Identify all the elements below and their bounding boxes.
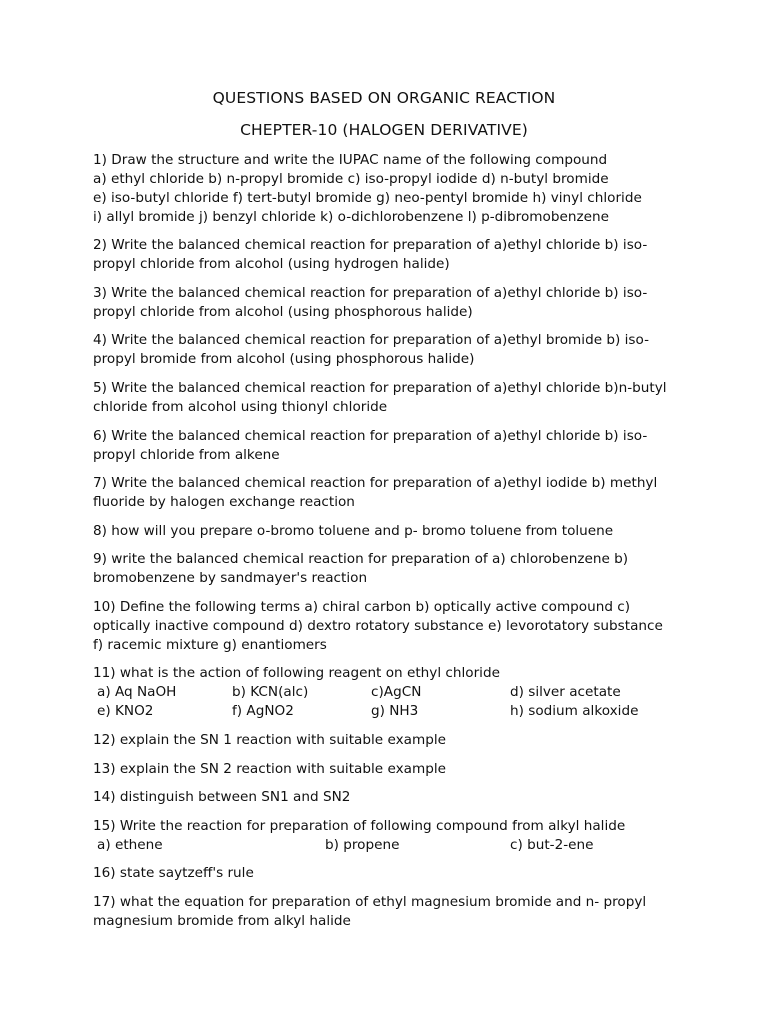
question-10 — [93, 598, 693, 655]
question-4 — [93, 331, 693, 369]
option-item: f) AgNO2 — [232, 703, 294, 719]
question-11 — [93, 664, 693, 721]
question-14 — [93, 788, 693, 807]
question-line: chloride from alcohol using thionyl chloride — [93, 399, 388, 415]
question-line: e) iso-butyl chloride f) tert-butyl bromide g) neo-pentyl bromide h) vinyl chloride — [93, 190, 642, 206]
option-item: d) silver acetate — [510, 684, 621, 700]
question-line: 1) Draw the structure and write the IUPAC name of the following compound — [93, 152, 608, 168]
option-item: b) KCN(alc) — [232, 684, 309, 700]
option-item: e) KNO2 — [97, 703, 154, 719]
question-line: 2) Write the balanced chemical reaction for preparation of a)ethyl chloride b) iso- — [93, 237, 648, 253]
question-line: 5) Write the balanced chemical reaction for preparation of a)ethyl chloride b)n-butyl — [93, 380, 667, 396]
question-line: optically inactive compound d) dextro rotatory substance e) levorotatory substance — [93, 618, 663, 634]
question-1 — [93, 151, 693, 227]
question-5 — [93, 379, 693, 417]
option-row — [93, 836, 693, 855]
question-8 — [93, 522, 693, 541]
option-row — [93, 683, 693, 702]
question-line: 8) how will you prepare o-bromo toluene and p- bromo toluene from toluene — [93, 523, 614, 539]
question-12 — [93, 731, 693, 750]
option-item: a) ethene — [97, 837, 163, 853]
question-7 — [93, 474, 693, 512]
question-line: 13) explain the SN 2 reaction with suitable example — [93, 761, 446, 777]
question-line: 4) Write the balanced chemical reaction for preparation of a)ethyl bromide b) iso- — [93, 332, 649, 348]
question-line: 16) state saytzeff's rule — [93, 865, 254, 881]
question-line: propyl chloride from alkene — [93, 447, 280, 463]
question-line: 15) Write the reaction for preparation of following compound from alkyl halide — [93, 818, 626, 834]
option-item: a) Aq NaOH — [97, 684, 177, 700]
question-line: 17) what the equation for preparation of ethyl magnesium bromide and n- propyl — [93, 894, 647, 910]
question-line: propyl bromide from alcohol (using phosphorous halide) — [93, 351, 475, 367]
option-item: h) sodium alkoxide — [510, 703, 639, 719]
question-line: magnesium bromide from alkyl halide — [93, 913, 351, 929]
question-line: 12) explain the SN 1 reaction with suitable example — [93, 732, 446, 748]
question-2 — [93, 236, 693, 274]
question-line: 11) what is the action of following reagent on ethyl chloride — [93, 665, 500, 681]
question-line: propyl chloride from alcohol (using phosphorous halide) — [93, 304, 473, 320]
option-row — [93, 702, 693, 721]
question-line: i) allyl bromide j) benzyl chloride k) o-dichlorobenzene l) p-dibromobenzene — [93, 209, 609, 225]
question-9 — [93, 550, 693, 588]
question-line: 10) Define the following terms a) chiral carbon b) optically active compound c) — [93, 599, 631, 615]
question-line: 6) Write the balanced chemical reaction for preparation of a)ethyl chloride b) iso- — [93, 428, 648, 444]
question-line: 9) write the balanced chemical reaction for preparation of a) chlorobenzene b) — [93, 551, 629, 567]
question-6 — [93, 427, 693, 465]
question-line: fluoride by halogen exchange reaction — [93, 494, 355, 510]
question-line: 14) distinguish between SN1 and SN2 — [93, 789, 351, 805]
option-item: g) NH3 — [371, 703, 419, 719]
option-item: c) but-2-ene — [510, 837, 594, 853]
question-13 — [93, 760, 693, 779]
question-line: 7) Write the balanced chemical reaction for preparation of a)ethyl iodide b) methyl — [93, 475, 658, 491]
question-line: bromobenzene by sandmayer's reaction — [93, 570, 368, 586]
question-16 — [93, 864, 693, 883]
option-item: b) propene — [325, 837, 400, 853]
question-line: a) ethyl chloride b) n-propyl bromide c) iso-propyl iodide d) n-butyl bromide — [93, 171, 609, 187]
question-15 — [93, 817, 693, 855]
question-line: 3) Write the balanced chemical reaction for preparation of a)ethyl chloride b) iso- — [93, 285, 648, 301]
question-line: f) racemic mixture g) enantiomers — [93, 637, 327, 653]
chapter-title: CHEPTER-10 (HALOGEN DERIVATIVE) — [240, 121, 528, 139]
document-title: QUESTIONS BASED ON ORGANIC REACTION — [212, 89, 556, 107]
question-17 — [93, 893, 693, 931]
question-line: propyl chloride from alcohol (using hydrogen halide) — [93, 256, 450, 272]
option-item: c)AgCN — [371, 684, 422, 700]
question-3 — [93, 284, 693, 322]
